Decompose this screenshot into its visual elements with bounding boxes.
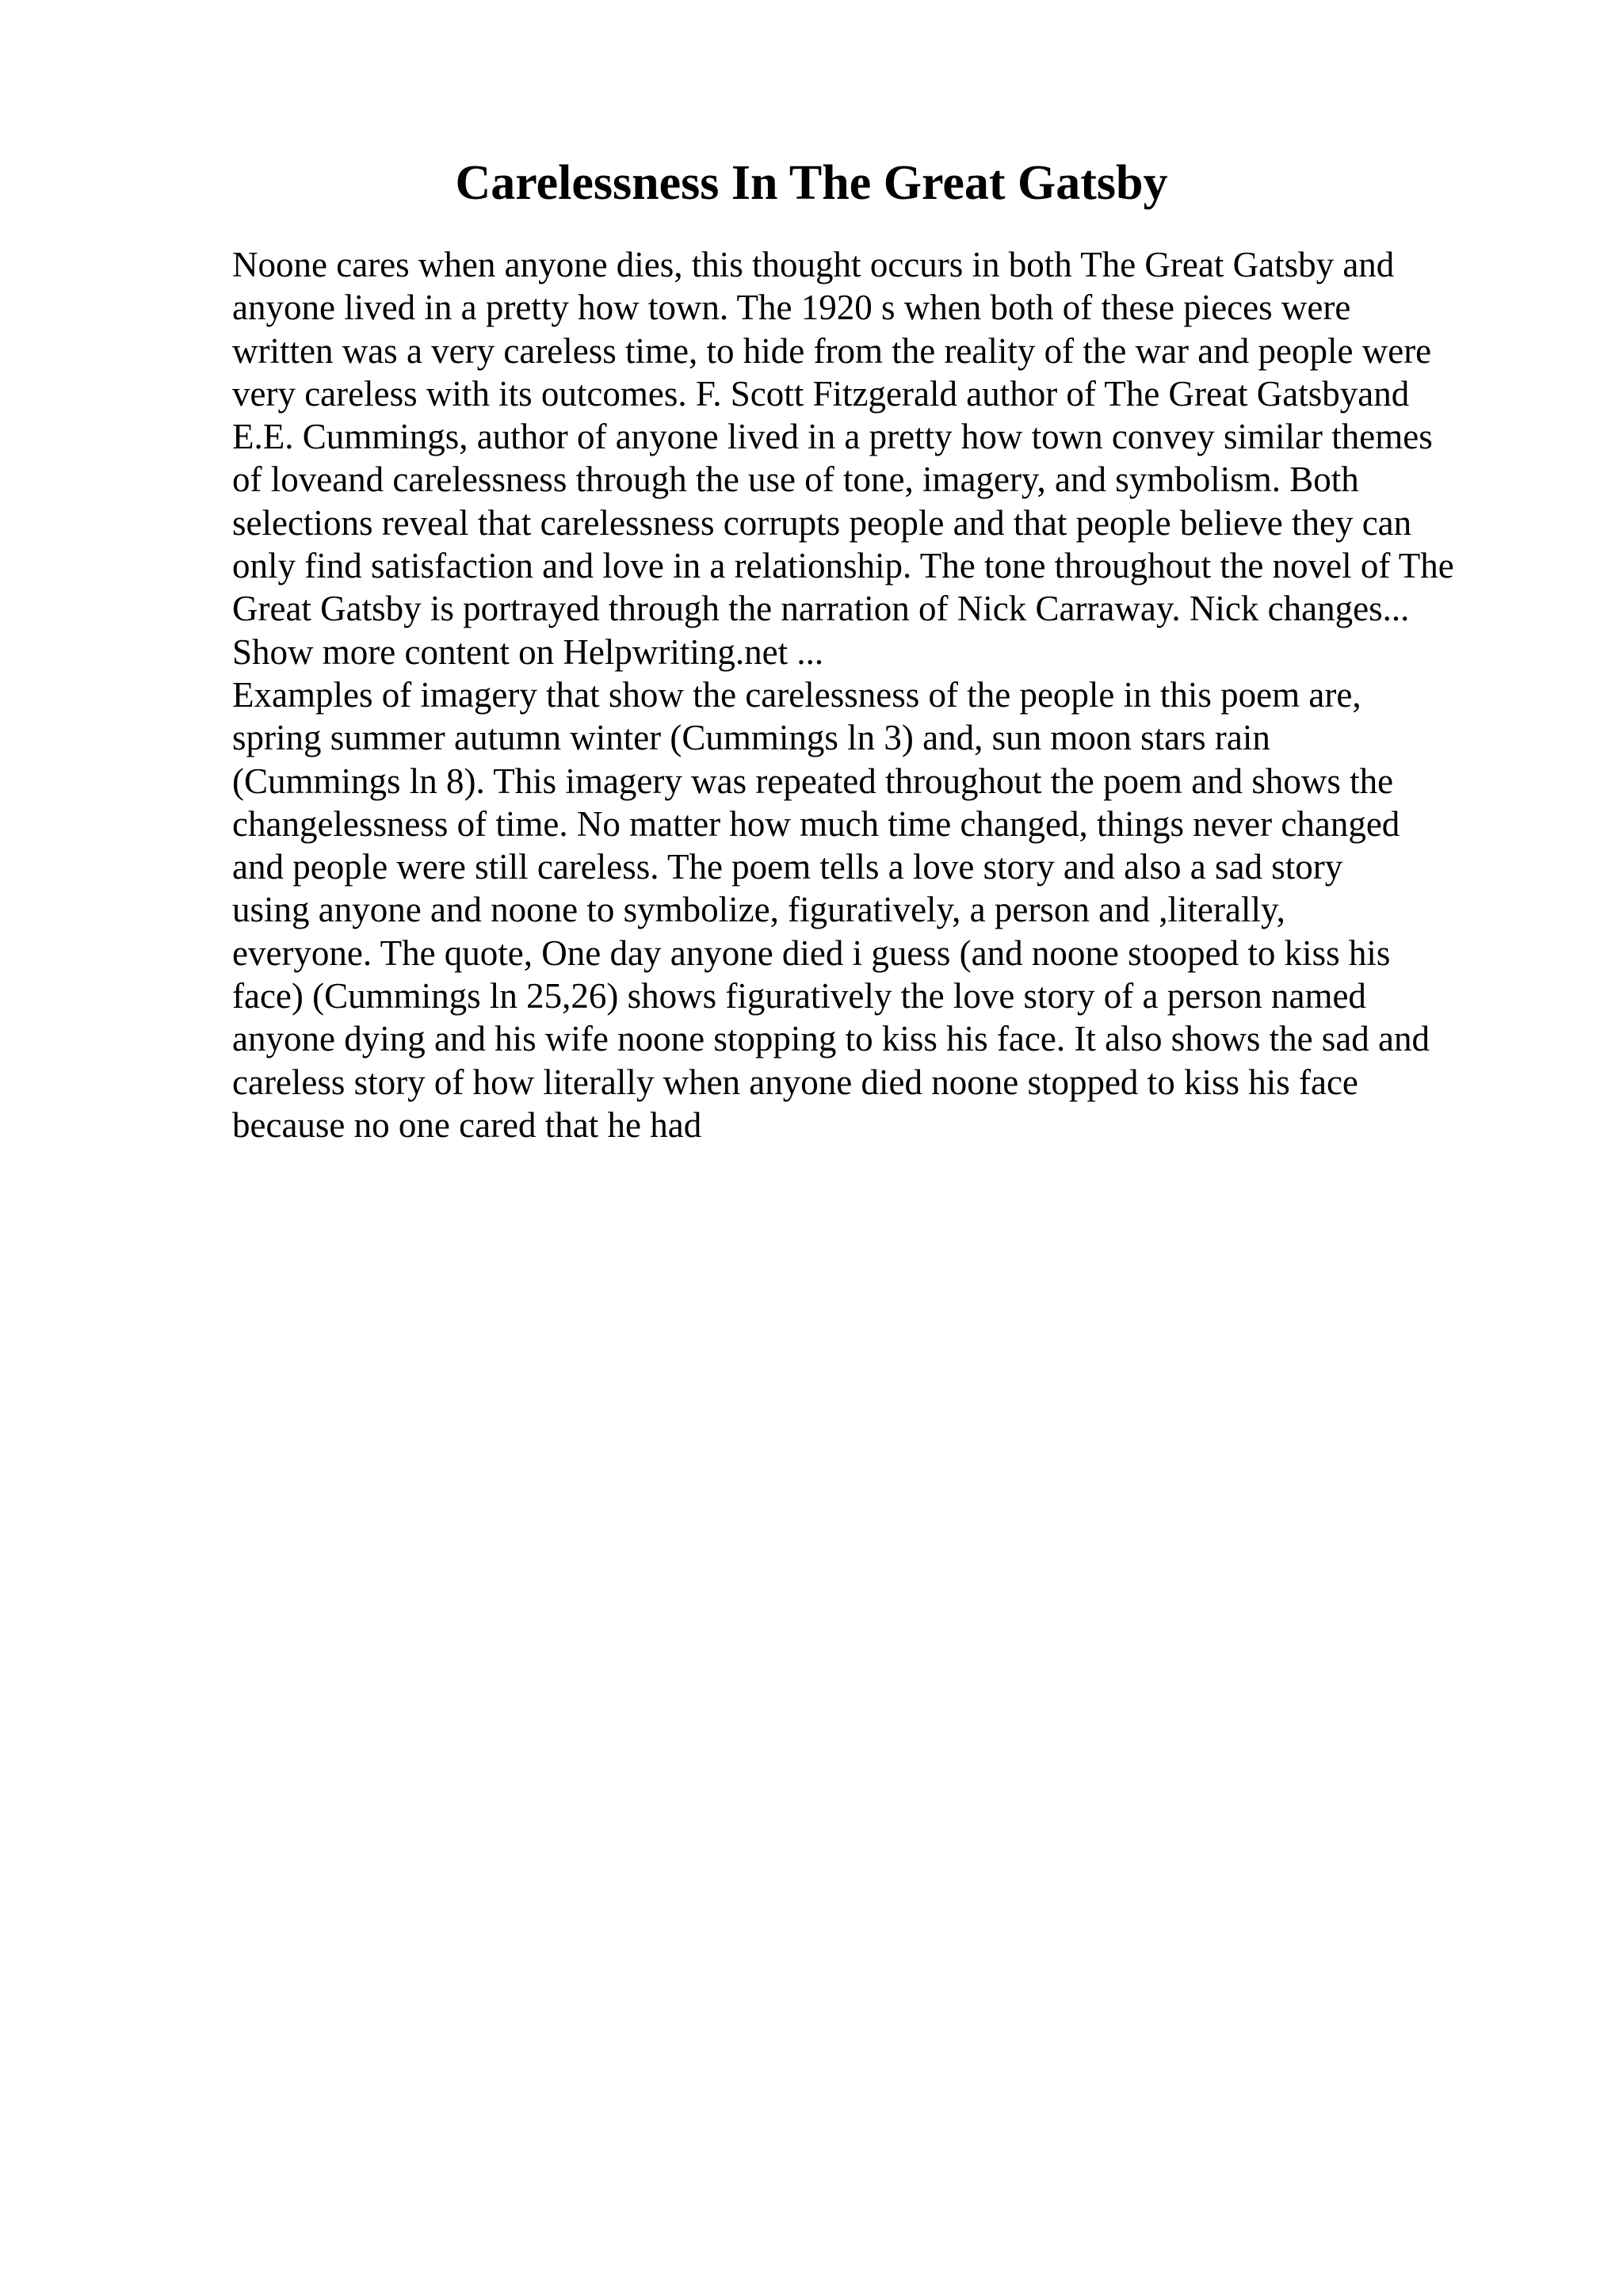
body-line: spring summer autumn winter (Cummings ln 3) and, sun moon stars rain bbox=[232, 718, 1270, 758]
body-line: using anyone and noone to symbolize, figuratively, a person and ,literally, bbox=[232, 890, 1285, 930]
document-body bbox=[232, 243, 1532, 1146]
body-line: anyone lived in a pretty how town. The 1920 s when both of these pieces were bbox=[232, 288, 1351, 328]
body-line: Noone cares when anyone dies, this thought occurs in both The Great Gatsby and bbox=[232, 245, 1395, 284]
body-line: everyone. The quote, One day anyone died i guess (and noone stooped to kiss his bbox=[232, 933, 1391, 973]
body-line: selections reveal that carelessness corrupts people and that people believe they can bbox=[232, 502, 1412, 543]
body-line: face) (Cummings ln 25,26) shows figuratively the love story of a person named bbox=[232, 976, 1366, 1016]
body-line: written was a very careless time, to hide from the reality of the war and people were bbox=[232, 330, 1432, 371]
body-line: of loveand carelessness through the use of tone, imagery, and symbolism. Both bbox=[232, 460, 1359, 500]
show-more-line: Show more content on Helpwriting.net ... bbox=[232, 631, 824, 672]
body-line: Great Gatsby is portrayed through the narration of Nick Carraway. Nick changes... bbox=[232, 589, 1410, 629]
body-line: very careless with its outcomes. F. Scott Fitzgerald author of The Great Gatsbyand bbox=[232, 373, 1410, 414]
body-line: careless story of how literally when anyone died noone stopped to kiss his face bbox=[232, 1062, 1358, 1102]
body-line: E.E. Cummings, author of anyone lived in a pretty how town convey similar themes bbox=[232, 417, 1433, 457]
body-line: because no one cared that he had bbox=[232, 1104, 702, 1145]
body-line: Examples of imagery that show the carelessness of the people in this poem are, bbox=[232, 674, 1361, 715]
body-line: and people were still careless. The poem tells a love story and also a sad story bbox=[232, 847, 1343, 887]
body-line: changelessness of time. No matter how much time changed, things never changed bbox=[232, 803, 1400, 844]
body-line: (Cummings ln 8). This imagery was repeated throughout the poem and shows the bbox=[232, 761, 1394, 801]
document-title: Carelessness In The Great Gatsby bbox=[455, 156, 1168, 210]
body-line: anyone dying and his wife noone stopping to kiss his face. It also shows the sad and bbox=[232, 1019, 1430, 1059]
body-line: only find satisfaction and love in a relationship. The tone throughout the novel of The bbox=[232, 546, 1454, 586]
